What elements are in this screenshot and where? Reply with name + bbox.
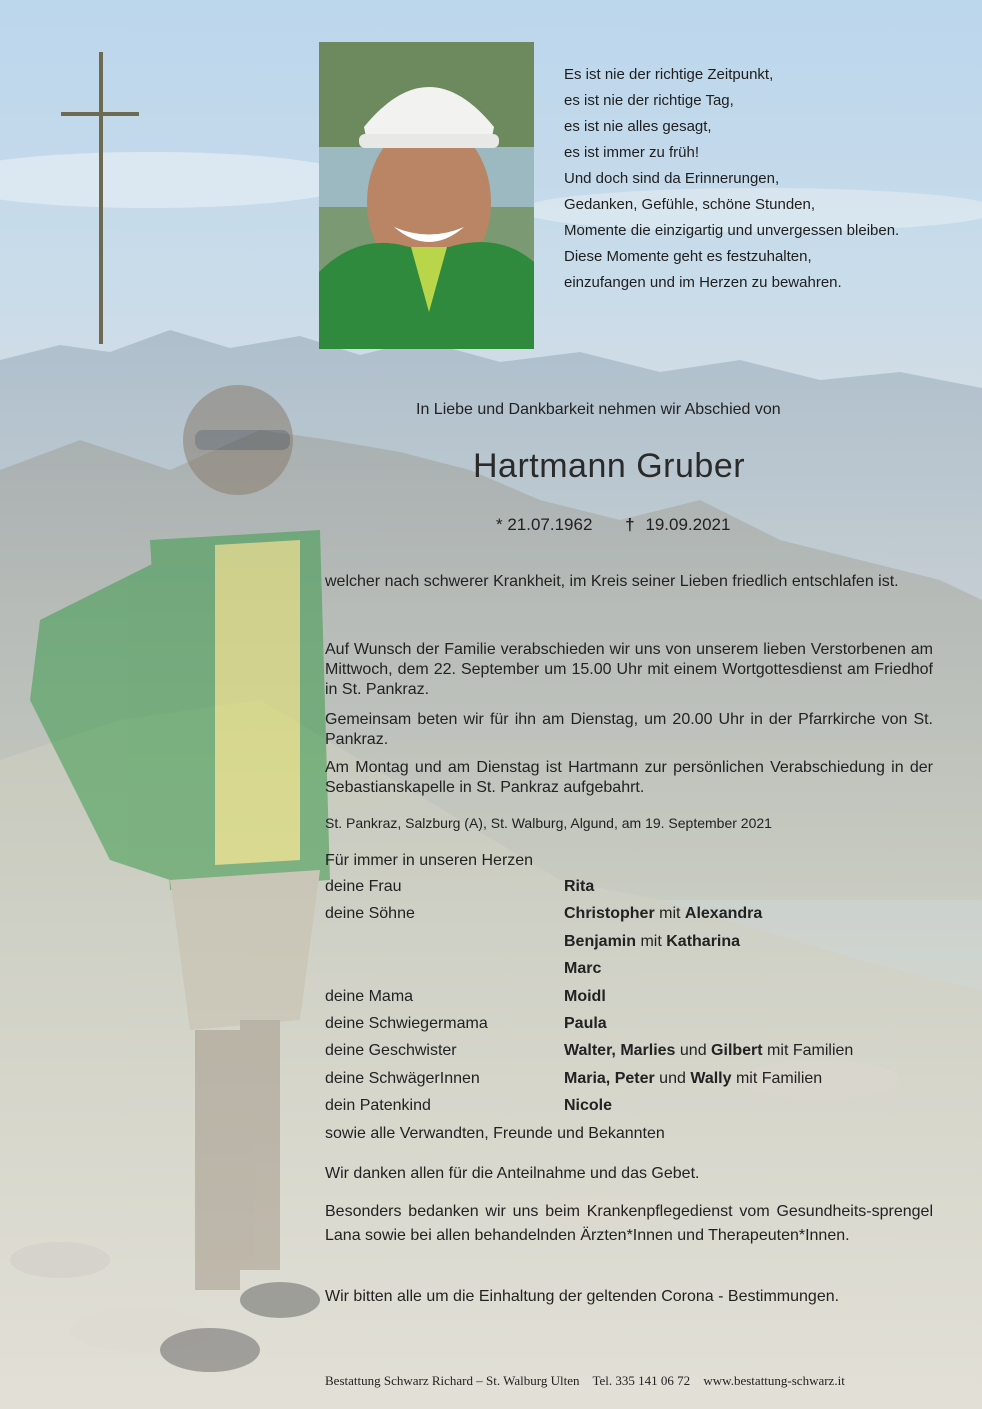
cross-icon-bar [61,112,139,116]
deceased-name: Hartmann Gruber [473,447,746,485]
mourner-row [325,933,945,955]
mourner-names: Maria, Peter und Wally mit Familien [564,1070,823,1087]
footer [325,1373,855,1389]
poem-line: einzufangen und im Herzen zu bewahren. [564,274,842,291]
footer-website: www.bestattung-schwarz.it [703,1373,845,1388]
birth-date: * 21.07.1962 [496,515,593,534]
poem-line: Diese Momente geht es festzuhalten, [564,248,812,265]
poem-line: Gedanken, Gefühle, schöne Stunden, [564,196,816,213]
poem-line: Momente die einzigartig und unvergessen bleiben. [564,222,900,239]
mourner-row [325,905,945,927]
life-dates [496,515,730,535]
closing-thanks: Wir danken allen für die Anteilnahme und das Gebet. [325,1165,700,1182]
mourner-row [325,1070,945,1092]
mourner-row [325,960,945,982]
mourner-relation: deine Schwiegermama [325,1015,488,1032]
mourner-names: Marc [564,960,602,977]
mourners-heading: Für immer in unseren Herzen [325,852,534,869]
mourner-row [325,1097,945,1119]
closing-corona-note: Wir bitten alle um die Einhaltung der geltenden Corona - Bestimmungen. [325,1288,840,1305]
mourners-relatives: sowie alle Verwandten, Freunde und Bekannten [325,1125,665,1142]
mourner-row [325,988,945,1010]
mourner-names: Paula [564,1015,607,1032]
paragraph-viewing: Am Montag und am Dienstag ist Hartmann zur persönlichen Verabschiedung in der Sebastianskapelle in St. Pankraz aufgebahrt. [325,759,933,796]
footer-company: Bestattung Schwarz Richard – St. Walburg Ulten [325,1373,580,1388]
mourner-relation: deine Geschwister [325,1042,457,1059]
dagger-icon: † [625,515,635,534]
place-and-date: St. Pankraz, Salzburg (A), St. Walburg, Algund, am 19. September 2021 [325,815,772,831]
poem-line: es ist nie der richtige Tag, [564,92,734,109]
death-date: 19.09.2021 [645,515,731,534]
cross-icon [99,52,103,344]
poem-line: Und doch sind da Erinnerungen, [564,170,780,187]
mourner-names: Rita [564,878,595,895]
mourner-relation: deine Mama [325,988,414,1005]
portrait-photo [319,42,534,349]
mourner-names: Benjamin mit Katharina [564,933,741,950]
farewell-intro: In Liebe und Dankbarkeit nehmen wir Abschied von [416,401,781,418]
poem-line: es ist nie alles gesagt, [564,118,712,135]
mourner-row [325,1015,945,1037]
paragraph-passing: welcher nach schwerer Krankheit, im Kreis seiner Lieben friedlich entschlafen ist. [325,573,899,590]
poem-line: Es ist nie der richtige Zeitpunkt, [564,66,774,83]
paragraph-prayer: Gemeinsam beten wir für ihn am Dienstag, um 20.00 Uhr in der Pfarrkirche von St. Pankraz. [325,711,933,748]
mourner-relation: dein Patenkind [325,1097,431,1114]
footer-phone: Tel. 335 141 06 72 [592,1373,691,1388]
mourner-names: Christopher mit Alexandra [564,905,763,922]
paragraph-funeral: Auf Wunsch der Familie verabschieden wir uns von unserem lieben Verstorbenen am Mittwoch, dem 22. September um 15.00 Uhr mit einem Wortgottesdienst am Friedhof in St. Pankraz. [325,641,933,698]
mourner-relation: deine Söhne [325,905,415,922]
mourner-row [325,878,945,900]
poem [564,62,959,296]
mourner-relation: deine SchwägerInnen [325,1070,480,1087]
mourner-names: Moidl [564,988,606,1005]
mourner-row [325,1042,945,1064]
mourner-relation: deine Frau [325,878,402,895]
mourner-names: Nicole [564,1097,613,1114]
closing-special-thanks: Besonders bedanken wir uns beim Krankenpflegedienst vom Gesundheits-sprengel Lana sowie bei allen behandelnden Ärzten*Innen und Therapeuten*Innen. [325,1203,933,1244]
mourner-names: Walter, Marlies und Gilbert mit Familien [564,1042,854,1059]
poem-line: es ist immer zu früh! [564,144,700,161]
